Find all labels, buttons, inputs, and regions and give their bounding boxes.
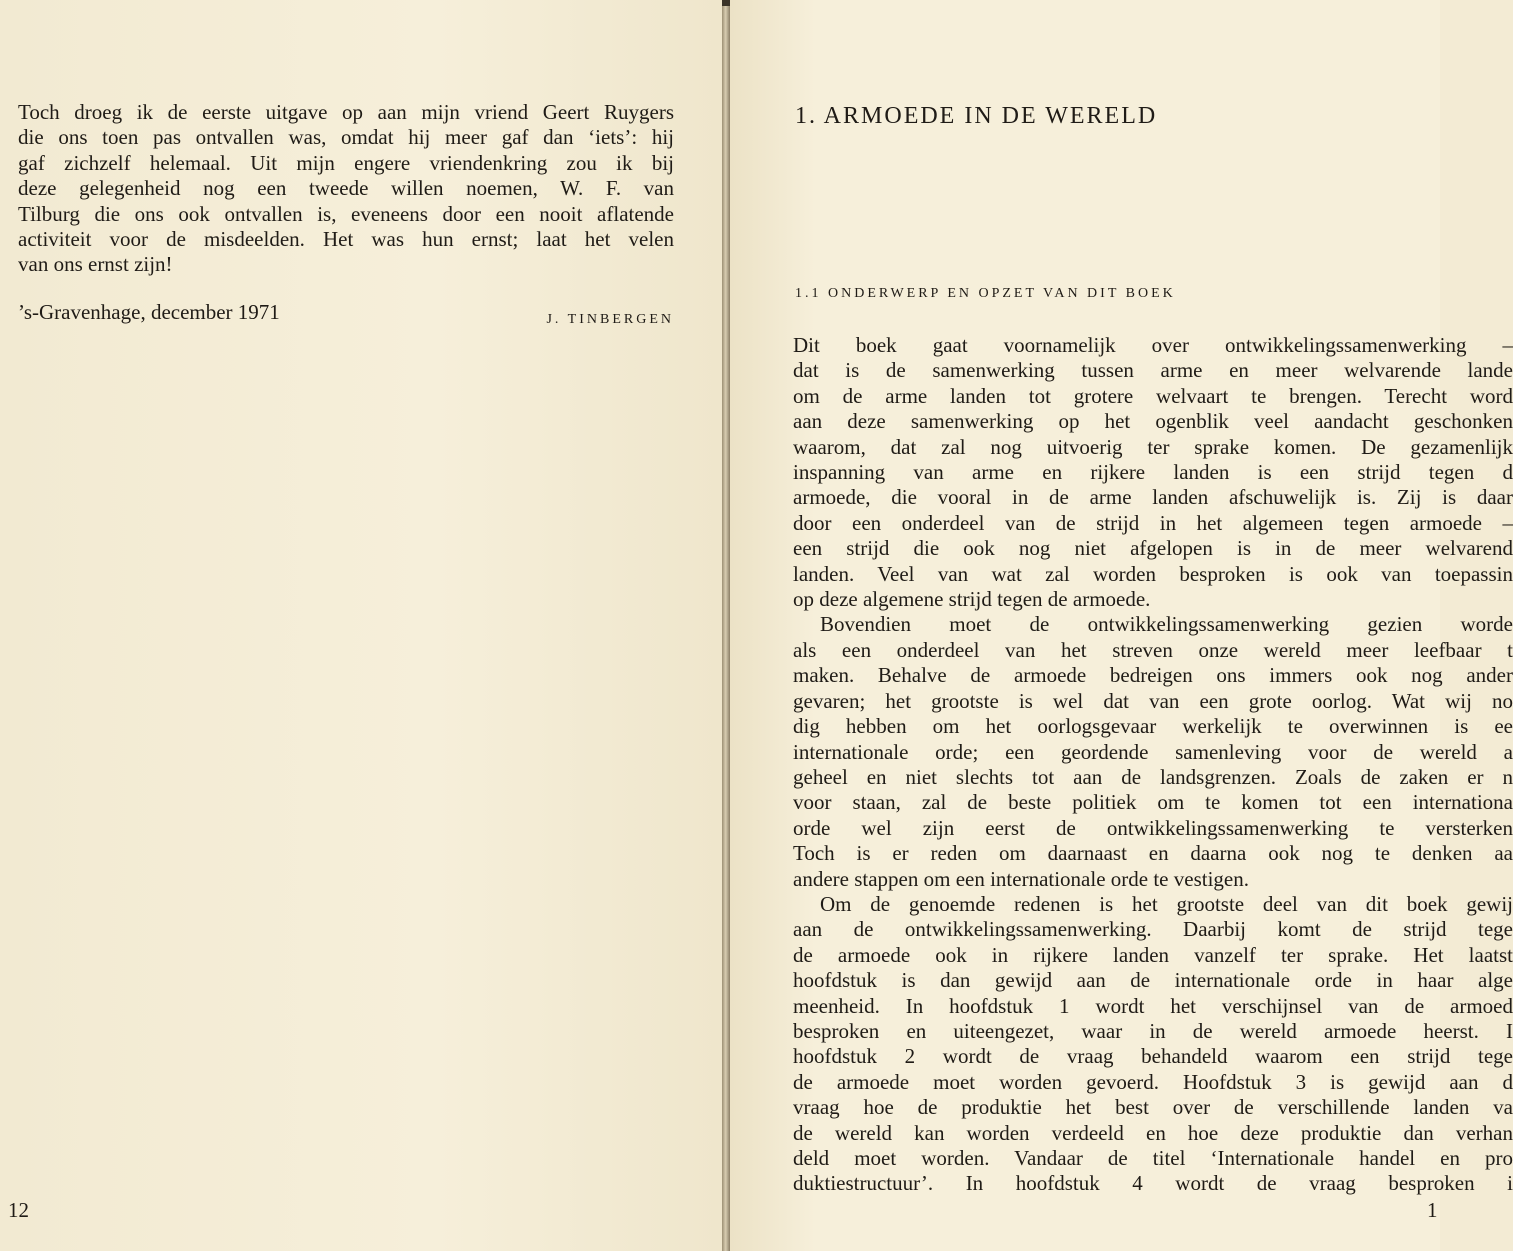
section-title: 1.1 ONDERWERP EN OPZET VAN DIT BOEK	[795, 286, 1176, 301]
text-line: de armoede moet worden gevoerd. Hoofdstuk 3 is gewijd aan d	[793, 1069, 1513, 1094]
text-line: op deze algemene strijd tegen de armoede.	[793, 587, 1151, 612]
text-line: deze gelegenheid nog een tweede willen noemen, W. F. van	[18, 176, 674, 201]
text-line: geheel en niet slechts tot aan de landsgrenzen. Zoals de zaken er n	[793, 764, 1513, 789]
text-line: Om de genoemde redenen is het grootste deel van dit boek gewij	[820, 891, 1513, 916]
left-page	[0, 0, 722, 1251]
text-line: activiteit voor de misdeelden. Het was hun ernst; laat het velen	[18, 227, 674, 252]
text-line: Dit boek gaat voornamelijk over ontwikkelingssamenwerking –	[793, 333, 1513, 357]
text-line: aan deze samenwerking op het ogenblik veel aandacht geschonken	[793, 409, 1513, 434]
right-page	[730, 0, 1513, 1251]
text-line: Bovendien moet de ontwikkelingssamenwerking gezien worde	[820, 612, 1513, 637]
text-line: Toch droeg ik de eerste uitgave op aan mijn vriend Geert Ruygers	[18, 100, 674, 124]
text-line: besproken en uiteengezet, waar in de wereld armoede heerst. I	[793, 1018, 1513, 1043]
text-line: een strijd die ook nog niet afgelopen is in de meer welvarend	[793, 536, 1513, 561]
text-line: dat is de samenwerking tussen arme en meer welvarende lande	[793, 358, 1513, 383]
text-line: door een onderdeel van de strijd in het algemeen tegen armoede –	[793, 510, 1513, 535]
chapter-body-text	[793, 333, 1513, 1197]
text-line: landen. Veel van wat zal worden besproken is ook van toepassin	[793, 561, 1513, 586]
text-line: die ons toen pas ontvallen was, omdat hij meer gaf dan ‘iets’: hij	[18, 125, 674, 150]
text-line: duktiestructuur’. In hoofdstuk 4 wordt de vraag besproken i	[793, 1171, 1513, 1196]
text-line: inspanning van arme en rijkere landen is een strijd tegen d	[793, 460, 1513, 485]
book-gutter	[722, 0, 730, 1251]
text-line: gevaren; het grootste is wel dat van een grote oorlog. Wat wij no	[793, 688, 1513, 713]
text-line: vraag hoe de produktie het best over de verschillende landen va	[793, 1095, 1513, 1120]
text-line: hoofdstuk is dan gewijd aan de internationale orde in haar alge	[793, 968, 1513, 993]
text-line: hoofdstuk 2 wordt de vraag behandeld waarom een strijd tege	[793, 1044, 1513, 1069]
place-date: ’s-Gravenhage, december 1971	[18, 300, 280, 324]
text-line: maken. Behalve de armoede bedreigen ons immers ook nog ander	[793, 663, 1513, 688]
text-line: Tilburg die ons ook ontvallen is, eveneens door een nooit aflatende	[18, 201, 674, 226]
preface-paragraph	[18, 100, 674, 278]
text-line: aan de ontwikkelingssamenwerking. Daarbij komt de strijd tege	[793, 917, 1513, 942]
text-line: als een onderdeel van het streven onze wereld meer leefbaar t	[793, 637, 1513, 662]
page-number-left: 12	[8, 1198, 29, 1222]
text-line: deld moet worden. Vandaar de titel ‘Internationale handel en pro	[793, 1146, 1513, 1170]
chapter-title: 1. ARMOEDE IN DE WERELD	[795, 103, 1158, 129]
text-line: van ons ernst zijn!	[18, 252, 173, 277]
page-number-right: 1	[1427, 1198, 1438, 1222]
text-line: de armoede ook in rijkere landen vanzelf ter sprake. Het laatst	[793, 942, 1513, 967]
text-line: internationale orde; een geordende samenleving voor de wereld a	[793, 739, 1513, 764]
text-line: orde wel zijn eerst de ontwikkelingssamenwerking te versterken	[793, 815, 1513, 840]
text-line: meenheid. In hoofdstuk 1 wordt het verschijnsel van de armoed	[793, 993, 1513, 1018]
text-line: Toch is er reden om daarnaast en daarna ook nog te denken aa	[793, 841, 1513, 866]
preface-closing	[18, 300, 678, 330]
text-line: andere stappen om een internationale orde te vestigen.	[793, 866, 1249, 891]
text-line: de wereld kan worden verdeeld en hoe deze produktie dan verhan	[793, 1120, 1513, 1145]
text-line: voor staan, zal de beste politiek om te komen tot een internationa	[793, 790, 1513, 815]
text-line: gaf zichzelf helemaal. Uit mijn engere vriendenkring zou ik bij	[18, 150, 674, 175]
text-line: om de arme landen tot grotere welvaart te brengen. Terecht word	[793, 383, 1513, 408]
author-signature: J. TINBERGEN	[546, 312, 674, 327]
text-line: armoede, die vooral in de arme landen afschuwelijk is. Zij is daar	[793, 485, 1513, 510]
text-line: dig hebben om het oorlogsgevaar werkelijk te overwinnen is ee	[793, 714, 1513, 739]
text-line: waarom, dat zal nog uitvoerig ter sprake komen. De gezamenlijk	[793, 434, 1513, 459]
